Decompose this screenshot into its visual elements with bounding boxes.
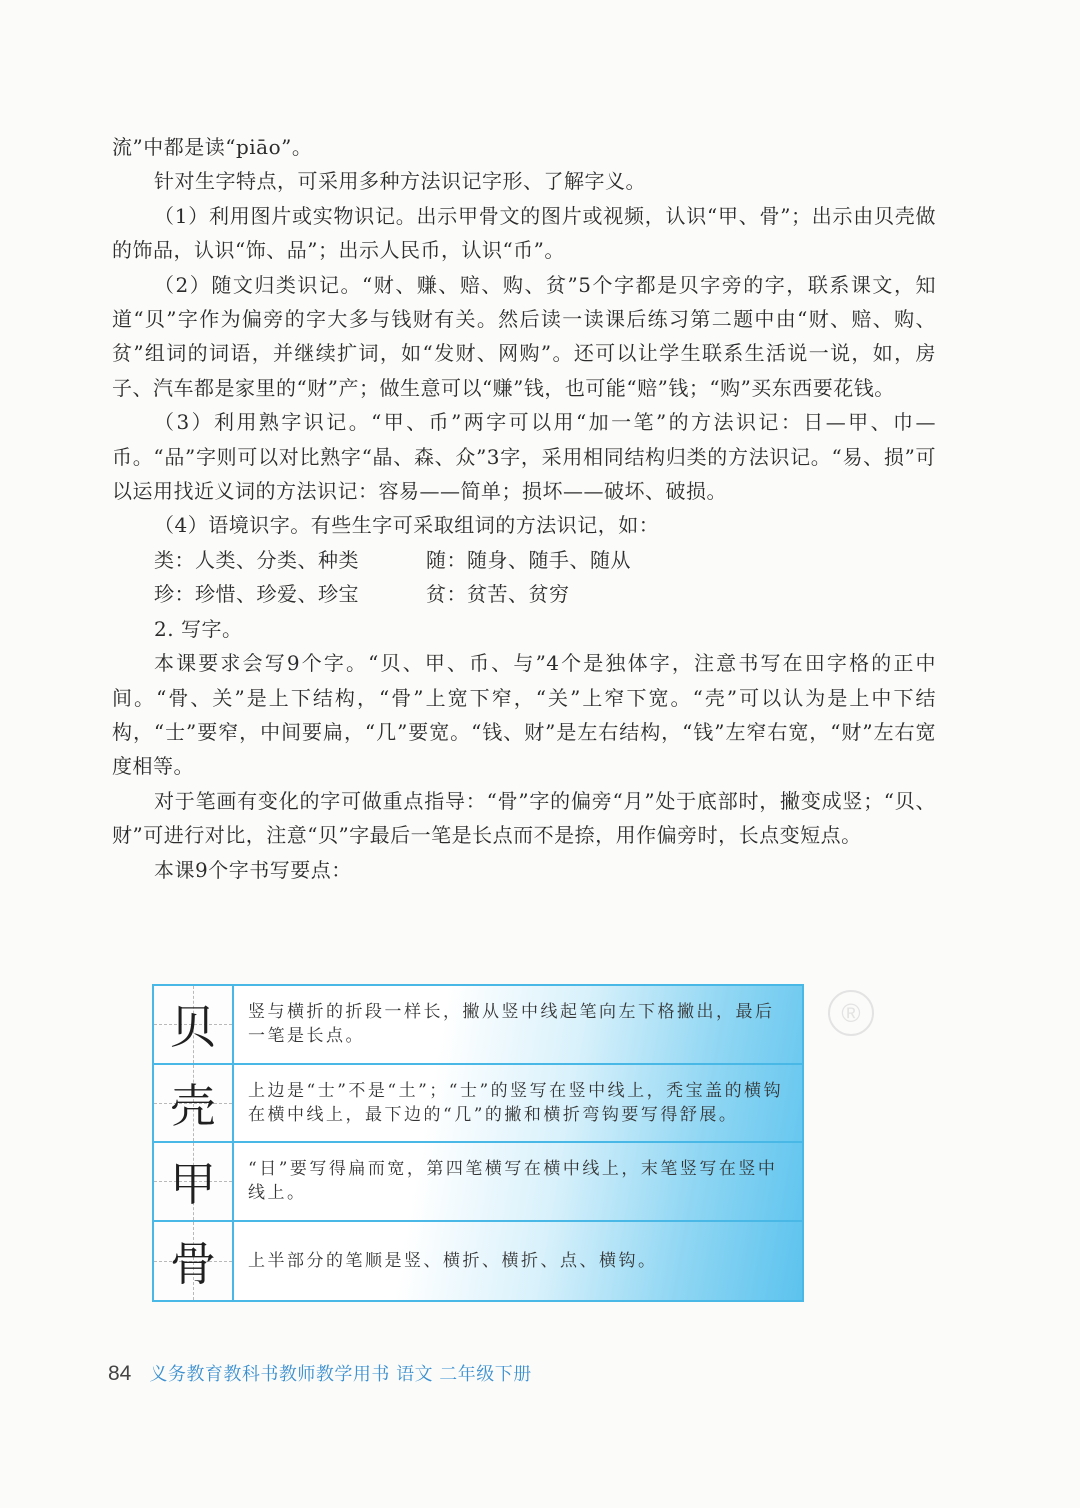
paragraph: 针对生字特点，可采用多种方法识记字形、了解字义。 [154,169,646,194]
writing-note: “日”要写得扁而宽，第四笔横写在横中线上，末笔竖写在竖中线上。 [248,1159,778,1204]
paragraph: （1）利用图片或实物识记。出示甲骨文的图片或视频，认识“甲、骨”；出示由贝壳做的饰品，认识“饰、品”；出示人民币，认识“币”。 [112,203,936,263]
table-row [154,986,802,1065]
table-row [154,1065,802,1144]
paragraph: 流”中都是读“piāo”。 [112,135,313,159]
paragraph: 本课9个字书写要点： [154,857,352,882]
registered-mark-watermark: ® [828,990,874,1036]
book-title: 义务教育教科书教师教学用书 语文 二年级下册 [149,1364,532,1385]
word-group: 类：人类、分类、种类 [154,547,359,572]
tianzige-cell [154,1065,234,1142]
page-footer [108,1360,532,1386]
character: 壳 [170,1078,216,1133]
body-text [112,130,936,887]
writing-note: 上半部分的笔顺是竖、横折、横折、点、横钩。 [248,1250,658,1271]
page-number: 84 [108,1362,132,1385]
paragraph: 本课要求会写9个字。“贝、甲、币、与”4个是独体字，注意书写在田字格的正中间。“骨、关”是上下结构，“骨”上宽下窄，“关”上窄下宽。“壳”可以认为是上中下结构，“士”要窄，中间要扁，“几”要宽。“钱、财”是左右结构，“钱”左窄右宽，“财”左右宽度相等。 [112,651,936,779]
writing-note: 竖与横折的折段一样长，撇从竖中线起笔向左下格撇出，最后一笔是长点。 [248,1002,775,1047]
tianzige-cell [154,1222,234,1301]
tianzige-cell [154,1143,234,1220]
section-heading: 2. 写字。 [154,616,243,641]
table-row [154,1143,802,1222]
character: 骨 [170,1236,216,1291]
writing-note: 上边是“士”不是“土”；“士”的竖写在竖中线上，秃宝盖的横钩在横中线上，最下边的“几”的撇和横折弯钩要写得舒展。 [248,1080,784,1125]
word-pair-row [112,543,936,577]
word-group: 随：随身、随手、随从 [426,547,631,572]
writing-points-table [152,984,804,1302]
paragraph: （4）语境识字。有些生字可采取组词的方法识记，如： [154,513,660,538]
character: 贝 [170,1000,216,1055]
paragraph: 对于笔画有变化的字可做重点指导：“骨”字的偏旁“月”处于底部时，撇变成竖；“贝、财”可进行对比，注意“贝”字最后一笔是长点而不是捺，用作偏旁时，长点变短点。 [112,788,936,848]
paragraph: （3）利用熟字识记。“甲、币”两字可以用“加一笔”的方法识记：日—甲、巾—币。“品”字则可以对比熟字“晶、森、众”3字，采用相同结构归类的方法识记。“易、损”可以运用找近义词的方法识记：容易——简单；损坏——破坏、破损。 [112,410,936,504]
word-group: 贫：贫苦、贫穷 [426,582,570,607]
tianzige-cell [154,986,234,1063]
character: 甲 [170,1157,216,1212]
word-pair-row [112,577,936,611]
table-row [154,1222,802,1301]
paragraph: （2）随文归类识记。“财、赚、赔、购、贫”5个字都是贝字旁的字，联系课文，知道“贝”字作为偏旁的字大多与钱财有关。然后读一读课后练习第二题中由“财、赔、购、贫”组词的词语，并继续扩词，如“发财、网购”。还可以让学生联系生活说一说，如，房子、汽车都是家里的“财”产；做生意可以“赚”钱，也可能“赔”钱；“购”买东西要花钱。 [112,272,936,400]
word-group: 珍：珍惜、珍爱、珍宝 [154,582,359,607]
